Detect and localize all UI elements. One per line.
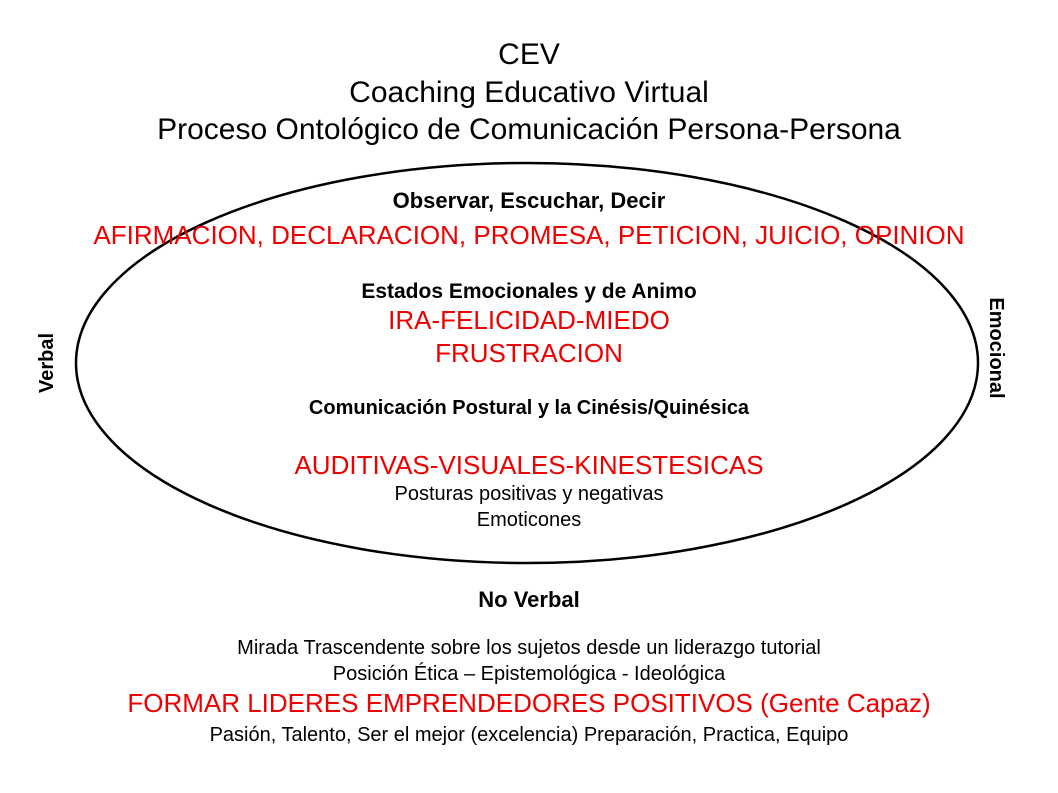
linguistic-acts: AFIRMACION, DECLARACION, PROMESA, PETICION, JUICIO, OPINION: [93, 220, 965, 250]
heading-postural: Comunicación Postural y la Cinésis/Quinésica: [308, 397, 750, 419]
emotions-line-2: FRUSTRACION: [435, 338, 623, 368]
title-proceso: Proceso Ontológico de Comunicación Persona-Persona: [157, 113, 901, 146]
emotions-line-1: IRA-FELICIDAD-MIEDO: [388, 305, 670, 335]
sensory-channels: AUDITIVAS-VISUALES-KINESTESICAS: [294, 450, 764, 480]
postures-text: Posturas positivas y negativas: [394, 483, 664, 505]
footer-mirada: Mirada Trascendente sobre los sujetos desde un liderazgo tutorial: [237, 637, 821, 659]
footer-formar-lideres: FORMAR LIDERES EMPRENDEDORES POSITIVOS (Gente Capaz): [127, 688, 931, 718]
verbal-label: Verbal: [36, 332, 58, 394]
emocional-label: Emocional: [985, 297, 1007, 399]
no-verbal-label: No Verbal: [478, 587, 580, 612]
emoticons-text: Emoticones: [476, 509, 582, 531]
heading-observar: Observar, Escuchar, Decir: [392, 188, 666, 213]
footer-posicion: Posición Ética – Epistemológica - Ideológica: [332, 663, 726, 685]
title-cev: CEV: [498, 38, 560, 71]
title-coaching: Coaching Educativo Virtual: [349, 76, 709, 109]
footer-pasion: Pasión, Talento, Ser el mejor (excelencia) Preparación, Practica, Equipo: [209, 724, 849, 746]
heading-estados: Estados Emocionales y de Animo: [361, 280, 697, 303]
